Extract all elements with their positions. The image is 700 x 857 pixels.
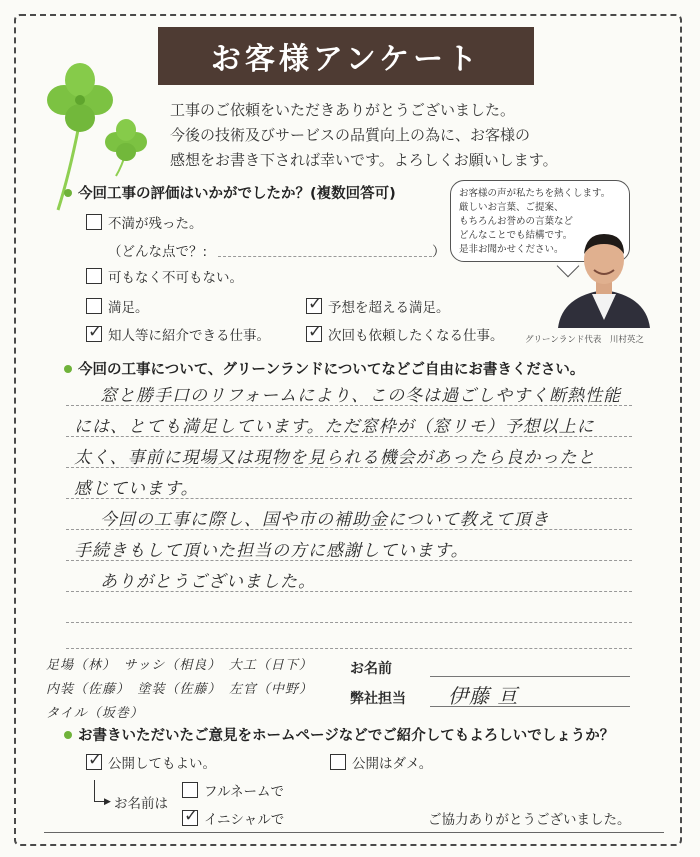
answer-line: 感じています。 bbox=[74, 479, 199, 499]
option-recommend[interactable]: ✓ 知人等に紹介できる仕事。 bbox=[88, 322, 270, 344]
name-prompt: お名前は bbox=[114, 796, 168, 812]
detail-close: ） bbox=[432, 244, 446, 260]
option-full-name[interactable]: フルネームで bbox=[182, 780, 284, 800]
staff-name: 伊藤 亘 bbox=[448, 684, 519, 708]
option-dissatisfied[interactable]: 不満が残った。 bbox=[86, 212, 203, 232]
checkmark-icon: ✓ bbox=[88, 322, 103, 342]
staff-label: 弊社担当 bbox=[350, 691, 406, 707]
checkbox-checked[interactable] bbox=[86, 322, 103, 342]
writing-line bbox=[66, 648, 632, 649]
checkbox[interactable] bbox=[330, 754, 346, 770]
option-exceeded[interactable]: ✓ 予想を超える満足。 bbox=[308, 294, 450, 316]
option-publish-ok[interactable]: ✓ 公開してもよい。 bbox=[88, 750, 216, 772]
arrow-right-icon: ▶ bbox=[104, 797, 111, 807]
staff-note: 足場（林） サッシ（相良） 大工（日下） bbox=[46, 658, 313, 673]
representative-photo bbox=[552, 224, 656, 328]
q3-heading: お書きいただいたご意見をホームページなどでご紹介してもよろしいでしょうか？ bbox=[64, 724, 614, 745]
speech-bubble: お客様の声が私たちを熱くします。 厳しいお言葉、ご提案、 もちろんお誉めの言葉など どんなことでも結構です。 是非お聞かせください。 bbox=[450, 180, 630, 262]
bullet-icon bbox=[64, 189, 72, 197]
staff-note: 内装（佐藤） 塗装（佐藤） 左官（中野） bbox=[46, 682, 314, 697]
checkbox-checked[interactable] bbox=[86, 750, 103, 770]
option-publish-ng[interactable]: 公開はダメ。 bbox=[330, 752, 432, 772]
option-repeat[interactable]: ✓ 次回も依頼したくなる仕事。 bbox=[308, 322, 504, 344]
answer-line: には、とても満足しています。ただ窓枠が（窓リモ）予想以上に bbox=[74, 417, 595, 437]
answer-line: 手続きもして頂いた担当の方に感謝しています。 bbox=[74, 541, 469, 561]
representative-caption: グリーンランド代表 川村英之 bbox=[525, 335, 644, 345]
checkbox-checked[interactable] bbox=[306, 294, 323, 314]
writing-line bbox=[66, 622, 632, 623]
option-initials[interactable]: ✓ イニシャルで bbox=[184, 806, 285, 828]
answer-line: ありがとうございました。 bbox=[100, 572, 316, 592]
q2-heading: 今回の工事について、グリーンランドについてなどご自由にお書きください。 bbox=[64, 358, 584, 379]
form-title: お客様アンケート bbox=[158, 27, 534, 85]
q1-heading: 今回工事の評価はいかがでしたか？(複数回答可) bbox=[64, 182, 396, 203]
customer-name-label: お名前 bbox=[350, 661, 392, 677]
detail-line bbox=[218, 256, 432, 257]
staff-note: タイル（坂巻） bbox=[46, 706, 144, 721]
checkmark-icon: ✓ bbox=[308, 322, 323, 342]
thank-you-text: ご協力ありがとうございました。 bbox=[428, 812, 631, 828]
checkbox[interactable] bbox=[182, 782, 198, 798]
checkmark-icon: ✓ bbox=[88, 750, 103, 770]
answer-line: 太く、事前に現場又は現物を見られる機会があったら良かったと bbox=[74, 448, 596, 468]
customer-name-line bbox=[430, 676, 630, 677]
bottom-divider bbox=[44, 832, 664, 833]
bullet-icon bbox=[64, 365, 72, 373]
checkbox[interactable] bbox=[86, 298, 102, 314]
intro-text: 工事のご依頼をいただきありがとうございました。 今後の技術及びサービスの品質向上の為に、お客様の 感想をお書き下されば幸いです。よろしくお願いします。 bbox=[170, 101, 558, 169]
answer-line: 窓と勝手口のリフォームにより、この冬は過ごしやすく断熱性能 bbox=[100, 386, 622, 406]
option-satisfied[interactable]: 満足。 bbox=[86, 296, 149, 316]
detail-prompt: （どんな点で？: bbox=[108, 244, 208, 260]
small-clover-icon bbox=[100, 118, 152, 178]
staff-name-line bbox=[430, 706, 630, 707]
option-neutral[interactable]: 可もなく不可もない。 bbox=[86, 266, 243, 286]
checkbox[interactable] bbox=[86, 268, 102, 284]
checkmark-icon: ✓ bbox=[308, 294, 323, 314]
checkbox-checked[interactable] bbox=[306, 322, 323, 342]
checkbox-checked[interactable] bbox=[182, 806, 199, 826]
answer-line: 今回の工事に際し、国や市の補助金について教えて頂き bbox=[100, 510, 550, 530]
bullet-icon bbox=[64, 731, 72, 739]
checkbox[interactable] bbox=[86, 214, 102, 230]
checkmark-icon: ✓ bbox=[184, 806, 199, 826]
